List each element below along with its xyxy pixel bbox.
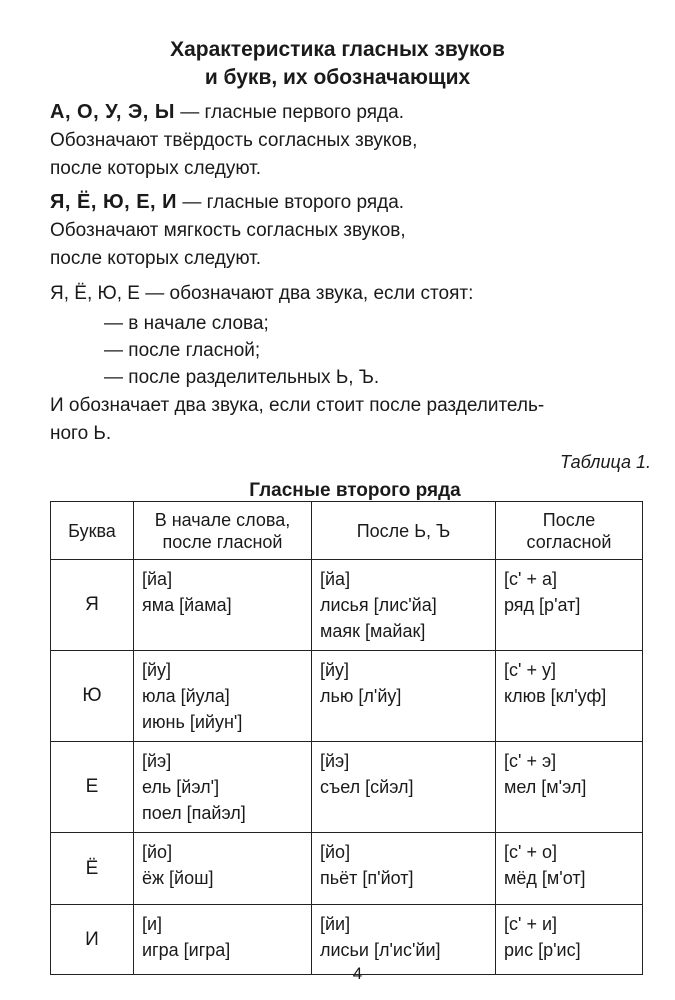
table-row bbox=[51, 742, 643, 833]
second-row-block bbox=[50, 188, 406, 273]
cell-after-consonant: [с' + э] мел [м'эл] bbox=[496, 742, 643, 833]
page-number: 4 bbox=[352, 964, 363, 983]
title-line-2: и букв, их обозначающих bbox=[204, 66, 471, 89]
list-item: — после разделительных Ь, Ъ. bbox=[104, 367, 380, 388]
row-letter: Е bbox=[51, 742, 134, 833]
two-sounds-text: Я, Ё, Ю, Е — обозначают два звука, если стоят: bbox=[50, 283, 474, 304]
first-row-block bbox=[50, 98, 417, 183]
table-title: Гласные второго ряда bbox=[249, 480, 461, 501]
table-row bbox=[51, 833, 643, 905]
cell-after-consonant: [с' + и] рис [р'ис] bbox=[496, 905, 643, 975]
cell-start: [йу] юла [йула] июнь [ийун'] bbox=[134, 651, 312, 742]
vowels-table bbox=[50, 501, 643, 975]
header-start: В начале слова, после гласной bbox=[134, 502, 312, 560]
row-letter: Ё bbox=[51, 833, 134, 905]
table-label: Таблица 1. bbox=[559, 452, 651, 472]
cell-after-sign: [йа] лисья [лис'йа] маяк [майак] bbox=[312, 560, 496, 651]
cell-after-sign: [йо] пьёт [п'йот] bbox=[312, 833, 496, 905]
row-letter: Ю bbox=[51, 651, 134, 742]
title-line-1: Характеристика гласных звуков bbox=[170, 38, 505, 61]
second-row-letters: Я, Ё, Ю, Е, И bbox=[50, 191, 178, 213]
page-title bbox=[0, 36, 675, 92]
cell-start: [йа] яма [йама] bbox=[134, 560, 312, 651]
second-row-line-3: после которых следуют. bbox=[50, 248, 262, 269]
list-item: — в начале слова; bbox=[104, 313, 269, 334]
two-sounds-list bbox=[104, 310, 379, 391]
cell-start: [йэ] ель [йэл'] поел [пайэл] bbox=[134, 742, 312, 833]
i-note-block bbox=[50, 392, 544, 448]
cell-after-sign: [йэ] съел [сйэл] bbox=[312, 742, 496, 833]
header-letter: Буква bbox=[51, 502, 134, 560]
first-row-letters: А, О, У, Э, Ы bbox=[50, 101, 175, 123]
header-after-sign: После Ь, Ъ bbox=[312, 502, 496, 560]
cell-after-consonant: [с' + о] мёд [м'от] bbox=[496, 833, 643, 905]
row-letter: И bbox=[51, 905, 134, 975]
second-row-desc: — гласные второго ряда. bbox=[177, 192, 405, 213]
first-row-line-2: Обозначают твёрдость согласных звуков, bbox=[50, 130, 418, 151]
cell-after-consonant: [с' + у] клюв [кл'уф] bbox=[496, 651, 643, 742]
cell-after-sign: [йи] лисьи [л'ис'йи] bbox=[312, 905, 496, 975]
i-note-line-2: ного Ь. bbox=[50, 423, 112, 444]
i-note-line-1: И обозначает два звука, если стоит после разделитель- bbox=[50, 395, 545, 416]
first-row-desc: — гласные первого ряда. bbox=[174, 102, 404, 123]
cell-start: [и] игра [игра] bbox=[134, 905, 312, 975]
cell-after-consonant: [с' + а] ряд [р'ат] bbox=[496, 560, 643, 651]
second-row-line-2: Обозначают мягкость согласных звуков, bbox=[50, 220, 406, 241]
cell-after-sign: [йу] лью [л'йу] bbox=[312, 651, 496, 742]
two-sounds-line bbox=[50, 280, 473, 308]
list-item: — после гласной; bbox=[104, 340, 261, 361]
table-row bbox=[51, 560, 643, 651]
header-after-consonant: После согласной bbox=[496, 502, 643, 560]
first-row-line-3: после которых следуют. bbox=[50, 158, 262, 179]
row-letter: Я bbox=[51, 560, 134, 651]
cell-start: [йо] ёж [йош] bbox=[134, 833, 312, 905]
table-row bbox=[51, 651, 643, 742]
